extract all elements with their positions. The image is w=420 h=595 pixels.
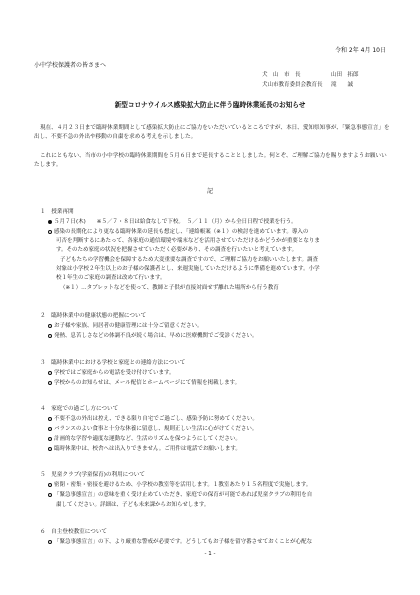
bullet-icon xyxy=(48,381,52,385)
list-item: 可否を判断するにあたって、各家庭の通信環境や端末などを活用させていただけるかどうかが重要となりま xyxy=(56,238,320,244)
list-item: ５月７日(木) ※５／７・８日は給食なしで下校。 ５／１１（月）から全日日程で授業を行う。 xyxy=(48,219,297,227)
list-item: 不要不急の外出は控え、できる限り自宅でご過ごし、感染予防に努めてください。 xyxy=(48,416,258,424)
list-item: 「緊急事態宣言」の意味を重く受け止めていただき、家庭での保育が可能であれば児童クラブの利用を自 xyxy=(48,492,312,500)
list-item: 学校ではご家庭からの電話を受け付けています。 xyxy=(48,370,175,378)
bullet-icon xyxy=(48,493,52,497)
list-item: バランスのよい食事と十分な休養に留意し、規則正しい生活に心がけてください。 xyxy=(48,426,257,434)
document-title: 新型コロナウイルス感染拡大防止に伴う臨時休業延長のお知らせ xyxy=(114,101,306,109)
page-number: - 1 - xyxy=(204,551,216,557)
bullet-filled-icon xyxy=(48,220,52,224)
intro-paragraph-2: これにともない、当市の小中学校の臨時休業期間を５月６日まで延長することとしました。何とぞ、ご理解ご協力を賜りますようお願いいたします。 xyxy=(34,153,387,169)
section-heading: ３ 臨時休業中における学校と家庭との連絡方法について xyxy=(40,360,186,366)
list-item: 密閉・密集・密接を避けるため、小学校の教室等を活用します。１教室あたり１５名程度で実施します。 xyxy=(48,482,311,490)
section-heading: ４ 家庭での過ごし方について xyxy=(40,406,119,412)
recipient: 小中学校保護者の皆さまへ xyxy=(34,62,107,69)
bullet-icon xyxy=(48,417,52,421)
list-item: 臨時休業中は、校舎へは出入りできません。ご用件は電話でお願いします。 xyxy=(48,446,241,454)
list-item: 校１年生のご家庭の調査は改めて行います。 xyxy=(56,275,166,281)
list-item: 子どもたちの学習機会を保障するため大変重要な調査ですので、ご理解ご協力をお願いいたします。調査 xyxy=(60,257,318,263)
list-item: 「緊急事態宣言」の下、より厳重な警戒が必要です。どうしてもお子様を留守番させておくことが心配な xyxy=(48,539,312,547)
sender2-org: 犬山市教育委員会教育長 xyxy=(262,82,323,88)
bullet-icon xyxy=(48,334,52,338)
bullet-icon xyxy=(48,230,52,234)
bullet-icon xyxy=(48,437,52,441)
bullet-icon xyxy=(48,540,52,544)
section-heading: ５ 児童クラブ(学童保育)の利用について xyxy=(40,472,145,478)
list-item: 計画的な学習や適度な運動など、生活のリズムを保つようにしてください。 xyxy=(48,436,241,444)
list-item: す。そのため家庭の状況を把握させていただく必要があり、その調査を行いたいと考えています。 xyxy=(56,247,298,253)
list-item: 学校からのお知らせは、メール配信とホームページにて情報を掲載します。 xyxy=(48,380,240,388)
sender1-org: 犬 山 市 長 xyxy=(262,72,301,78)
list-item: 粛してください。詳細は、子ども未来課からお知らせします。 xyxy=(56,502,210,508)
bullet-icon xyxy=(48,447,52,451)
section-heading: ６ 自主登校教室について xyxy=(40,529,108,535)
bullet-icon xyxy=(48,427,52,431)
ki-marker: 記 xyxy=(206,188,213,195)
list-item: お子様や家族、同居者の健康管理には十分ご留意ください。 xyxy=(48,323,203,331)
list-item: 発熱、息苦しさなどの体調不良が続く場合は、早めに医療機関でご受診ください。 xyxy=(48,333,258,341)
list-item: （※１）…タブレットなどを使って、教師と子供が直接対面せず離れた場所から行う教育 xyxy=(60,285,279,291)
sender1-name: 山田 拓郎 xyxy=(331,72,359,78)
bullet-icon xyxy=(48,324,52,328)
section-heading: １ 授業再開 xyxy=(40,209,74,215)
bullet-icon xyxy=(48,371,52,375)
bullet-icon xyxy=(48,483,52,487)
list-item: 対象は小学校２年生以上のお子様の保護者とし、来週実施していただけるように準備を進めています。小学 xyxy=(56,266,320,272)
sender2-name: 滝 誠 xyxy=(331,82,354,88)
intro-paragraph-1: 現在、４月２３日まで臨時休業期間として感染拡大防止にご協力をいただいているところですが、本日、愛知県知事が、「緊急事態宣言」を出し、不要不急の外出や移動の自粛を求める考えを示しました。 xyxy=(34,125,390,141)
date: 令和 2年 4月 10日 xyxy=(335,47,386,54)
section-heading: ２ 臨時休業中の健康状態の把握について xyxy=(40,313,147,319)
list-item: 感染の長期化により更なる臨時休業の延長も想定し、「連絡帳案（※１）の検討を進めています。導入の xyxy=(48,229,308,237)
